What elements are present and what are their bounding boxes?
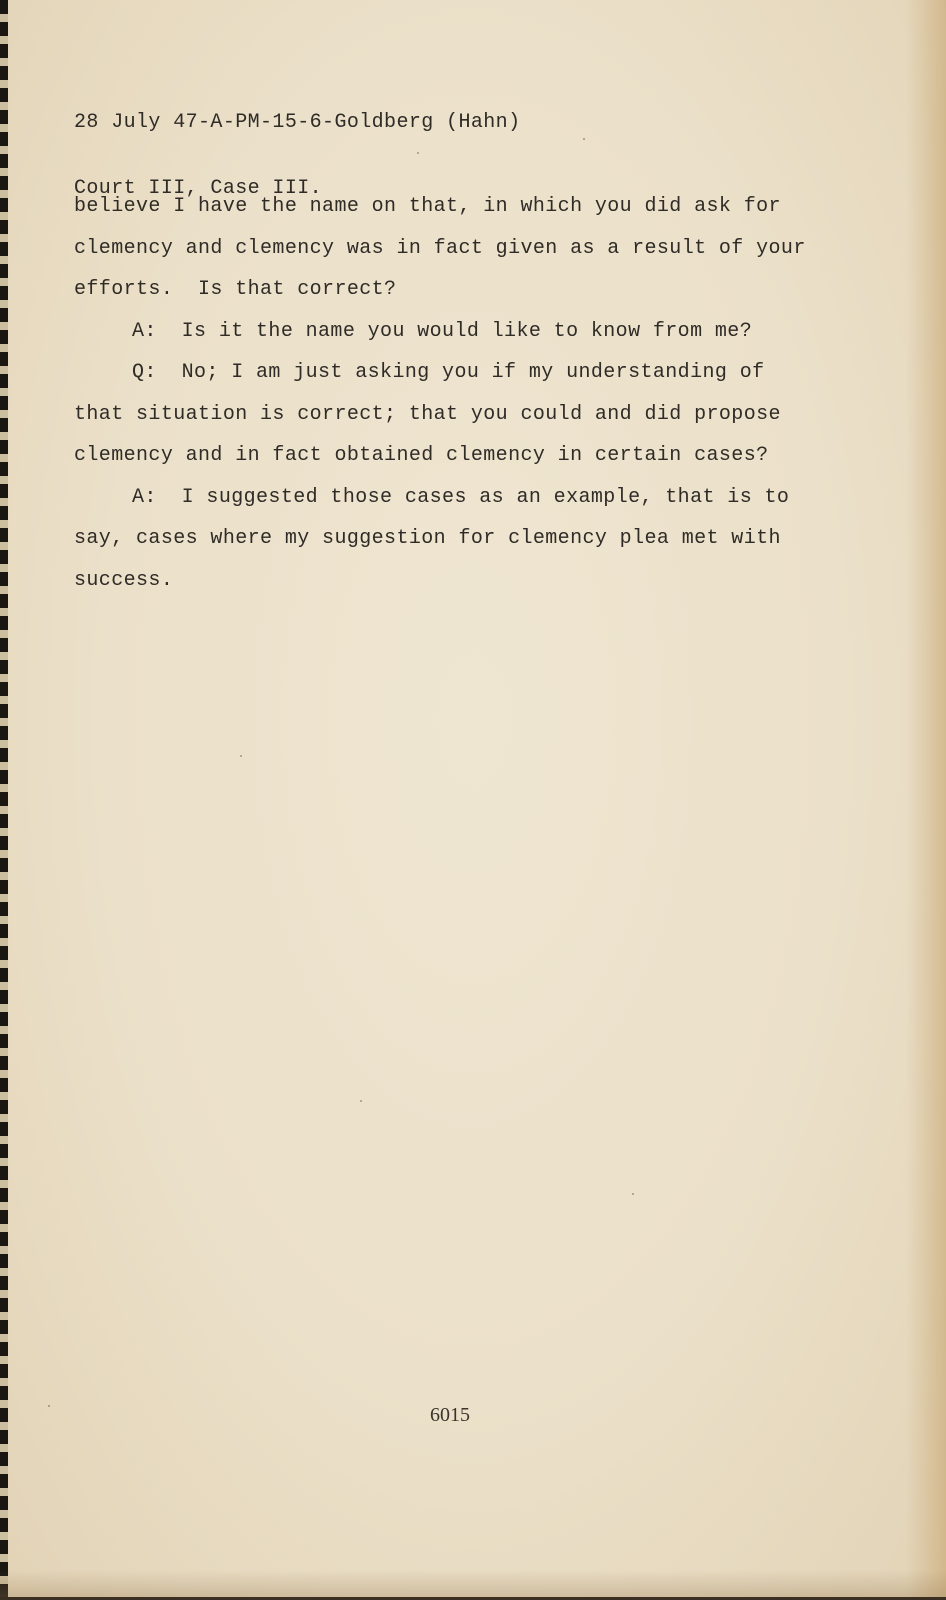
page-number: 6015: [430, 1404, 470, 1426]
transcript-body: [74, 186, 814, 601]
paper-speck: [240, 755, 242, 757]
transcript-question-line: Q: No; I am just asking you if my understanding of: [132, 361, 765, 384]
paper-speck: [417, 152, 419, 154]
paper-speck: [48, 1405, 50, 1407]
transcript-line: that situation is correct; that you could and did propose: [74, 402, 781, 426]
paper-speck: [632, 1193, 634, 1195]
header-court-line: Court III, Case III.: [74, 177, 323, 200]
binding-edge: [0, 0, 8, 1600]
transcript-line: clemency and clemency was in fact given as a result of your: [74, 236, 806, 260]
transcript-answer-line: A: Is it the name you would like to know from me?: [132, 319, 753, 343]
transcript-line: believe I have the name on that, in which you did ask for: [74, 195, 781, 218]
page-edge-shading: [906, 0, 946, 1600]
transcript-answer-line: A: I suggested those cases as an example, that is to: [132, 485, 790, 509]
transcript-line: clemency and in fact obtained clemency in certain cases?: [74, 444, 769, 467]
header-session-line: 28 July 47-A-PM-15-6-Goldberg (Hahn): [74, 111, 521, 134]
transcript-line: efforts. Is that correct?: [74, 278, 397, 301]
transcript-line: say, cases where my suggestion for clemency plea met with: [74, 527, 781, 550]
paper-speck: [583, 138, 585, 140]
paper-speck: [360, 1100, 362, 1102]
transcript-line: success.: [74, 568, 174, 592]
page-bottom-shading: [0, 1570, 946, 1600]
